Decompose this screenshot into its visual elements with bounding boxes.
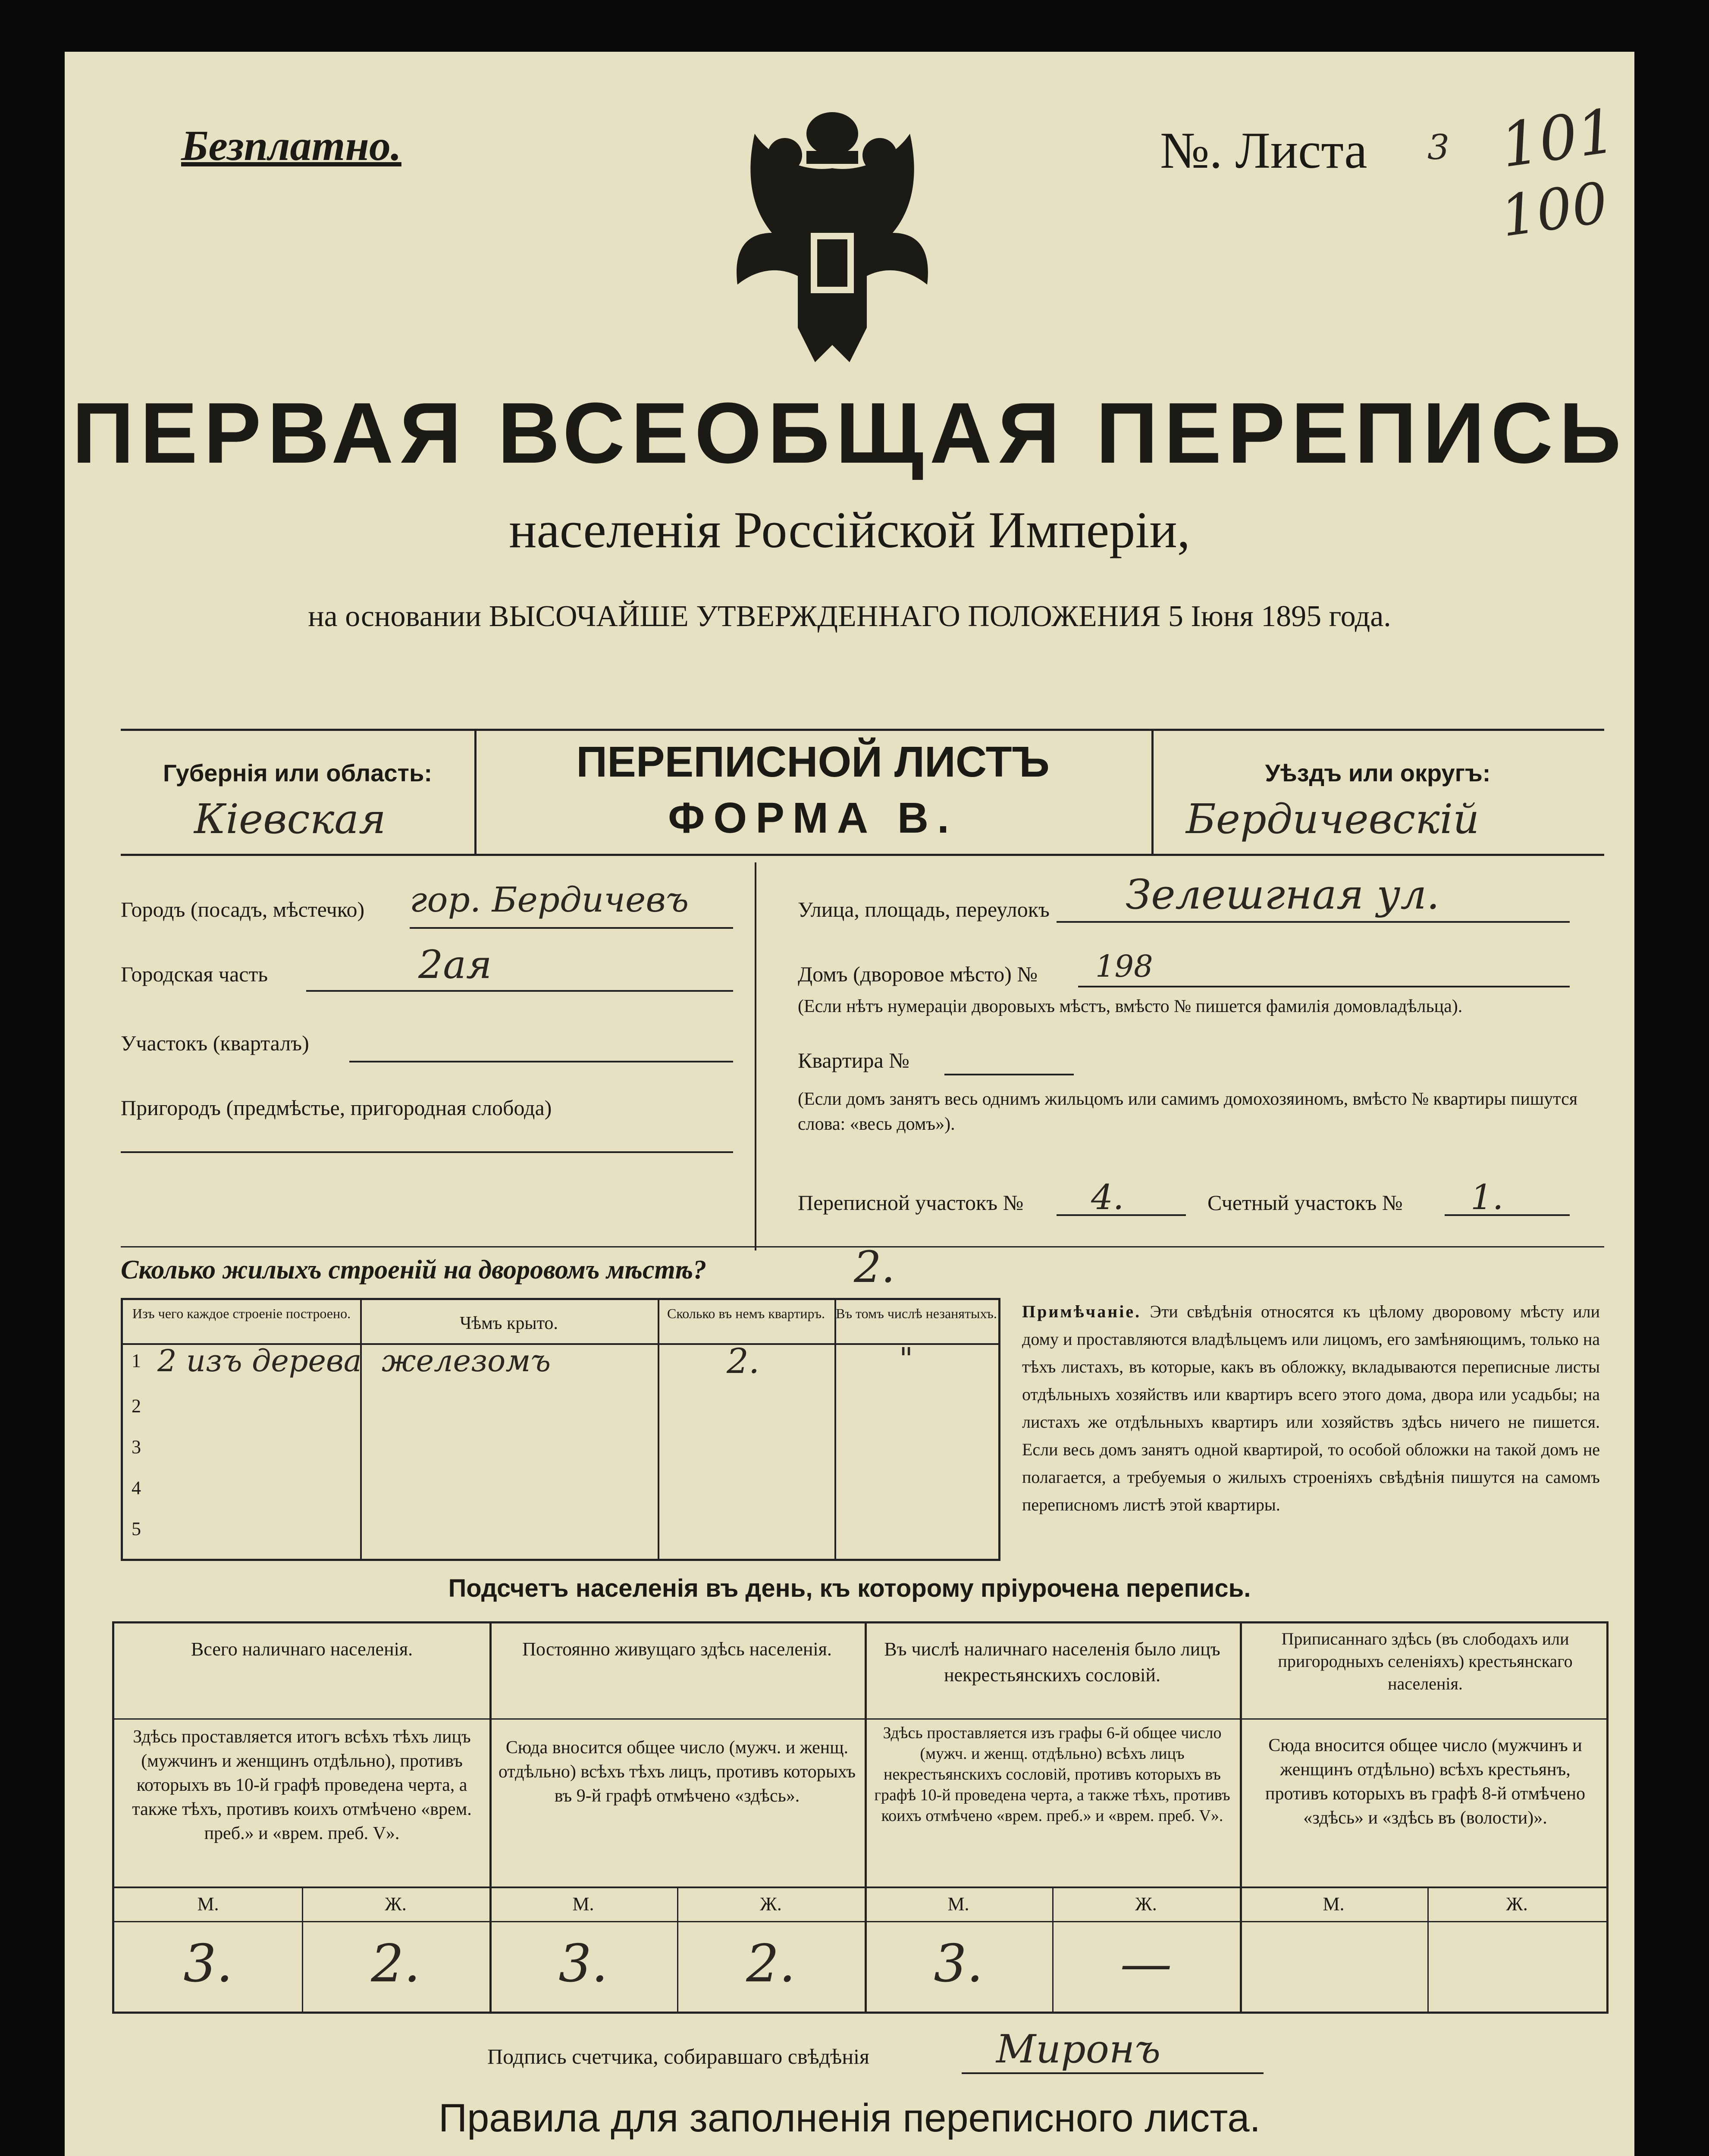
suburb-label: Пригородъ (предмѣстье, пригородная слобода) (121, 1096, 552, 1120)
house-label: Домъ (дворовое мѣсто) № (798, 962, 1038, 986)
city-part-label: Городская часть (121, 962, 268, 986)
population-head-nonpeasant: Въ числѣ наличнаго населенія было лицъ некрестьянскихъ сословій. (884, 1639, 1220, 1686)
count-area-value: 1. (1445, 1177, 1570, 1216)
nonpeasant-female-count: — (1120, 1934, 1172, 1994)
province-value: Кіевская (194, 796, 386, 843)
total-female-count: 2. (371, 1934, 420, 1994)
population-head-total: Всего наличнаго населенія. (191, 1639, 413, 1660)
nonpeasant-male-count: 3. (934, 1934, 983, 1994)
buildings-col-roof: Чѣмъ крыто. (460, 1313, 558, 1333)
form-name: ФОРМА В. (668, 794, 958, 842)
male-label: М. (1323, 1893, 1345, 1915)
apartment-value-line (944, 1052, 1074, 1075)
male-label: М. (947, 1893, 969, 1915)
suburb-value-line (121, 1143, 733, 1153)
female-label: Ж. (1135, 1893, 1157, 1915)
apartment-label: Квартира № (798, 1048, 909, 1072)
population-title: Подсчетъ населенія въ день, къ которому пріурочена перепись. (448, 1574, 1251, 1602)
buildings-note-title: Примѣчаніе. (1022, 1302, 1141, 1321)
sheet-label: №. Листа (1160, 122, 1367, 179)
female-label: Ж. (760, 1893, 782, 1915)
female-label: Ж. (385, 1893, 407, 1915)
buildings-row-number: 1 (132, 1350, 141, 1371)
census-area-label: Переписной участокъ № (798, 1191, 1024, 1215)
street-value: Зелешгная ул. (1057, 871, 1570, 923)
city-value: гор. Бердичевъ (410, 880, 733, 929)
form-title: ПЕРЕПИСНОЙ ЛИСТЪ (576, 738, 1050, 786)
population-table (112, 1621, 1609, 2014)
signature-value: Миронъ (962, 2027, 1264, 2074)
male-label: М. (197, 1893, 219, 1915)
buildings-row-material: 2 изъ дерева (157, 1343, 362, 1379)
count-area-label: Счетный участокъ № (1207, 1191, 1403, 1215)
buildings-col-apartments: Сколько въ немъ квартиръ. (667, 1306, 825, 1321)
buildings-row-number: 3 (132, 1436, 141, 1457)
corner-note-bottom: 100 (1496, 169, 1612, 250)
population-desc-total: Здѣсь проставляется итогъ всѣхъ тѣхъ лицъ (мужчинъ и женщинъ отдѣльно), противъ которыхъ въ 10-й графѣ проведена черта, а также тѣхъ, противъ коихъ отмѣчено «врем. преб.» и «врем. преб. V». (132, 1727, 472, 1843)
population-head-peasant: Приписаннаго здѣсь (въ слободахъ или пригородныхъ селеніяхъ) крестьянскаго населенія. (1278, 1629, 1573, 1693)
female-label: Ж. (1506, 1893, 1528, 1915)
buildings-table (121, 1298, 1000, 1561)
page-title: ПЕРВАЯ ВСЕОБЩАЯ ПЕРЕПИСЬ (72, 385, 1627, 481)
population-desc-nonpeasant: Здѣсь проставляется изъ графы 6-й общее число (мужч. и женщ. отдѣльно) всѣхъ лицъ некрестьянскихъ сословій, противъ которыхъ въ графѣ 10-й проведена черта, а также тѣхъ, противъ коихъ отмѣчено «врем. преб.» и «врем. преб. V». (874, 1724, 1230, 1825)
male-label: М. (572, 1893, 594, 1915)
census-sheet (65, 52, 1634, 2156)
buildings-row-number: 5 (132, 1518, 141, 1539)
city-part-value: 2ая (306, 942, 733, 992)
buildings-row-number: 4 (132, 1477, 141, 1498)
province-label: Губернія или область: (163, 759, 433, 787)
district-value: Бердичевскій (1186, 796, 1480, 843)
free-label: Безплатно. (181, 122, 401, 169)
population-desc-permanent: Сюда вносится общее число (мужч. и женщ. отдѣльно) всѣхъ тѣхъ лицъ, противъ которыхъ въ 9-й графѣ отмѣчено «здѣсь». (498, 1738, 856, 1806)
permanent-female-count: 2. (746, 1934, 796, 1994)
buildings-row-number: 2 (132, 1395, 141, 1416)
double-headed-eagle-emblem (720, 103, 944, 379)
city-label: Городъ (посадъ, мѣстечко) (121, 897, 365, 921)
buildings-question: Сколько жилыхъ строеній на дворовомъ мѣстѣ? (121, 1255, 707, 1285)
buildings-note-text: Эти свѣдѣнія относятся къ цѣлому дворовому мѣсту или дому и проставляются владѣльцемъ или лицомъ, его замѣняющимъ, только на тѣхъ листахъ, въ которые, какъ въ обложку, вкладываются переписные листы отдѣльныхъ хозяйствъ или квартиръ всего этого дома, двора или усадьбы; на листахъ же отдѣльныхъ квартиръ или хозяйствъ здѣсь ничего не пишется. Если весь домъ занятъ одной квартирой, то особой обложки на такой домъ не полагается, а требуемыя о жилыхъ строеніяхъ свѣдѣнія пишутся на самомъ переписномъ листѣ этой квартиры. (1022, 1302, 1600, 1514)
buildings-col-material: Изъ чего каждое строеніе построено. (132, 1306, 351, 1321)
buildings-col-vacant: Въ томъ числѣ незанятыхъ. (836, 1306, 997, 1321)
street-label: Улица, площадь, переулокъ (798, 897, 1050, 921)
district-label: Уѣздъ или округъ: (1265, 759, 1491, 787)
buildings-answer: 2. (854, 1242, 895, 1292)
precinct-value-line (349, 1035, 733, 1062)
apartment-note: (Если домъ занятъ весь однимъ жильцомъ или самимъ домохозяиномъ, вмѣсто № квартиры пишутся слова: «весь домъ»). (798, 1089, 1578, 1134)
house-value: 198 (1078, 949, 1570, 987)
buildings-note (1022, 1298, 1600, 1519)
house-note: (Если нѣтъ нумераціи дворовыхъ мѣстъ, вмѣсто № пишется фамилія домовладѣльца). (798, 997, 1463, 1016)
census-area-value: 4. (1057, 1177, 1186, 1216)
total-male-count: 3. (183, 1934, 233, 1994)
buildings-row-vacant: " (899, 1341, 913, 1376)
rules-title: Правила для заполненія переписного листа. (438, 2096, 1261, 2140)
legal-basis: на основании ВЫСОЧАЙШЕ УТВЕРЖДЕННАГО ПОЛОЖЕНИЯ 5 Іюня 1895 года. (308, 600, 1391, 633)
page-subtitle: населенія Россійской Имперіи, (509, 501, 1190, 558)
buildings-row-roof: железомъ (382, 1343, 551, 1379)
signature-label: Подпись счетчика, собиравшаго свѣдѣнія (487, 2044, 869, 2068)
precinct-label: Участокъ (кварталъ) (121, 1031, 309, 1055)
population-desc-peasant: Сюда вносится общее число (мужчинъ и женщинъ отдѣльно) всѣхъ крестьянъ, противъ которыхъ въ графѣ 8-й отмѣчено «здѣсь» и «здѣсь въ (волости)». (1265, 1736, 1585, 1828)
buildings-row-apartments: 2. (727, 1341, 760, 1381)
population-head-permanent: Постоянно живущаго здѣсь населенія. (522, 1639, 832, 1660)
corner-note-top: 101 (1496, 96, 1621, 182)
sheet-number: 3 (1427, 127, 1449, 167)
permanent-male-count: 3. (558, 1934, 608, 1994)
